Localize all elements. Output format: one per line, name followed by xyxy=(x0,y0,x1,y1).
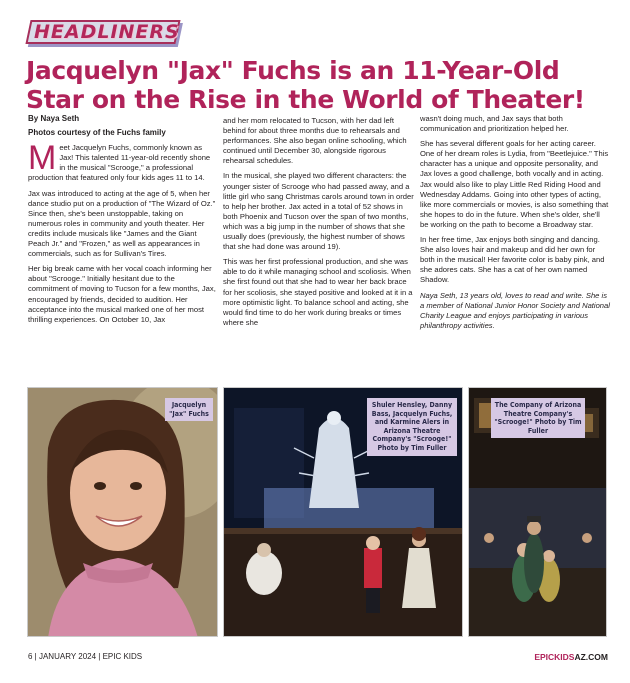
paragraph: In the musical, she played two different characters: the younger sister of Scrooge who had passed away, and a little girl who sang Christmas carols around town in order to help her brother. Jax acted in a total of 52 shows in both Phoenix and Tucson over the span of two months, which was a big jump in the number of shows that she usually does (previously, the highest number of shows that she had done was around 19). xyxy=(223,171,414,252)
photo-caption-1: Jacquelyn "Jax" Fuchs xyxy=(165,398,213,421)
drop-cap: M xyxy=(28,139,57,178)
article-headline: Jacquelyn "Jax" Fuchs is an 11-Year-Old Star on the Rise in the World of Theater! xyxy=(26,56,585,114)
photo-caption-3: The Company of Arizona Theatre Company's "Scrooge!" Photo by Tim Fuller xyxy=(491,398,585,438)
paragraph: In her free time, Jax enjoys both singing and dancing. She also loves hair and makeup and did her own for both in the musical! Her favorite color is baby pink, and she adores cats. She has a cat of her own named Shadow. xyxy=(420,235,605,285)
section-banner xyxy=(22,10,180,50)
paragraph: and her mom relocated to Tucson, with her dad left behind for about three months due to rehearsals and performances. She also began online schooling, which continued until December 30, alongside rigorous rehearsal schedules. xyxy=(223,116,407,166)
footer-website[interactable] xyxy=(534,652,608,662)
paragraph: Her big break came with her vocal coach informing her about "Scrooge." Initially hesitant due to the commitment of moving to Tucson for a few months, Jax, encouraged by friends, decided to audition. Her acceptance into the musical marked one of her most thrilling experiences. On October 10, Jax xyxy=(28,264,216,324)
stage-photo-company xyxy=(468,387,607,637)
paragraph: Jax was introduced to acting at the age of 5, when her dance studio put on a production of "The Wizard of Oz." Since then, she's been unstoppable, taking on numerous roles in community and youth theater. Her credits include musicals like "James and the Giant Peach Jr." and "Frozen," as well as appearances in commercials, such as for Sullivan's Tires. xyxy=(28,188,216,259)
byline: By Naya Seth xyxy=(28,114,80,123)
paragraph: She has several different goals for her acting career. One of her dream roles is Lydia, from "Beetlejuice." This character has a unique and opposite personality, and Jax loves a good challenge, both vocally and in acting. Jax would also like to play Little Red Riding Hood and Wednesday Addams. Going into other types of acting, like more commercials or movies, is also something that she hopes to do in the future. When she's older, she'll be working on the path to become a Broadway star. xyxy=(420,139,609,229)
paragraph-text: eet Jacquelyn Fuchs, commonly known as Jax! This talented 11-year-old recently shone in the musical "Scrooge," a professional production that featured only four kids ages 11 to 14. xyxy=(28,143,211,183)
portrait-illustration xyxy=(28,388,218,637)
photo-caption-2: Shuler Hensley, Danny Bass, Jacquelyn Fuchs, and Karmine Alers in Arizona Theatre Company's "Scrooge!" Photo by Tim Fuller xyxy=(367,398,457,456)
banner-label: HEADLINERS xyxy=(34,21,180,43)
stage-photo-scrooge xyxy=(223,387,463,637)
article-column-3 xyxy=(420,114,610,336)
footer-site-kids: KIDS xyxy=(554,652,575,662)
author-bio: Naya Seth, 13 years old, loves to read and write. She is a member of National Junior Honor Society and National Charity League and enjoys participating in various philanthropy activities. xyxy=(420,290,610,330)
article-column-2 xyxy=(223,116,416,333)
footer-page-info: 6 | JANUARY 2024 | EPIC KIDS xyxy=(28,652,143,661)
article-column-1 xyxy=(28,114,218,330)
paragraph-intro xyxy=(28,139,218,183)
paragraph: wasn't doing much, and Jax says that both communication and prioritization helped her. xyxy=(420,114,569,134)
photo-credit: Photos courtesy of the Fuchs family xyxy=(28,128,166,138)
footer-site-epic: EPIC xyxy=(534,652,555,662)
paragraph: This was her first professional production, and she was able to do it while managing school and scoliosis. When she first found out that she had to wear her back brace for her scoliosis, she stayed positive and looked at it in a more optimistic light. To balance school and acting, she would find time to do her work during breaks or times where she xyxy=(223,257,413,327)
portrait-photo xyxy=(27,387,218,637)
footer-site-domain: AZ.COM xyxy=(574,652,608,662)
